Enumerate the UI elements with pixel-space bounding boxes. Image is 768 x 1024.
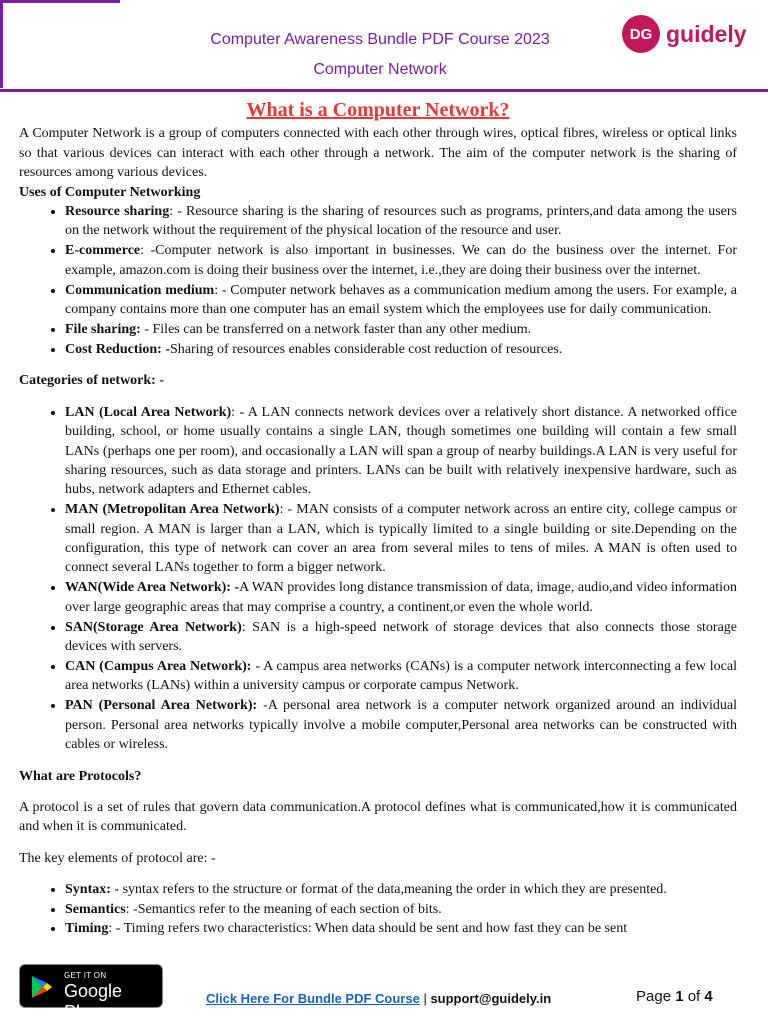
- protocol-elements-list: [19, 880, 737, 938]
- course-title: Computer Awareness Bundle PDF Course 2023: [210, 31, 550, 48]
- uses-heading: Uses of Computer Networking: [19, 184, 201, 200]
- categories-list: [19, 403, 737, 755]
- header-corner-accent: [0, 0, 3, 88]
- logo-mark-icon: DG: [622, 15, 660, 53]
- page-footer: [0, 962, 768, 1024]
- main-title: What is a Computer Network?: [246, 99, 510, 121]
- google-play-badge[interactable]: [19, 964, 163, 1022]
- list-item: • PAN (Personal Area Network): -A personal area network is a computer network organized around an individual person. Personal area networks typically involve a mobile computer,Personal area networks can be constructed with cables or wireless.: [65, 696, 737, 754]
- store-small-label: GET IT ON: [64, 971, 107, 980]
- protocol-definition: A protocol is a set of rules that govern data communication.A protocol defines what is communicated,how it is communicated and when it is communicated.: [19, 799, 737, 835]
- list-item: • Communication medium: - Computer network behaves as a communication medium among the users. For example, a company contains more than one computer has an email system which the employees use for daily communication.: [65, 281, 737, 320]
- list-item: • MAN (Metropolitan Area Network): - MAN consists of a computer network across an entire city, college campus or small region. A MAN is larger than a LAN, which is typically limited to a single building or site.Depending on the configuration, this type of network can cover an area from several miles to tens of miles. A MAN is often used to connect several LANs together to form a bigger network.: [65, 500, 737, 578]
- categories-heading: Categories of network: -: [19, 373, 165, 389]
- list-item: • CAN (Campus Area Network): - A campus area networks (CANs) is a computer network interconnecting a few local area networks (LANs) within a university campus or corporate campus Network.: [65, 657, 737, 696]
- list-item: • Syntax: - syntax refers to the structure or format of the data,meaning the order in which they are presented.: [65, 880, 737, 899]
- list-item: • Timing: - Timing refers two characteristics: When data should be sent and how fast they can be sent: [65, 919, 737, 938]
- logo-text: guidely: [666, 20, 747, 47]
- support-email[interactable]: support@guidely.in: [430, 991, 552, 1006]
- list-item: • Cost Reduction: -Sharing of resources enables considerable cost reduction of resources.: [65, 340, 737, 359]
- protocols-heading: What are Protocols?: [19, 768, 142, 784]
- page-header: [0, 0, 768, 92]
- intro-paragraph: A Computer Network is a group of computers connected with each other through wires, optical fibres, wireless or optical links so that various devices can interact with each other through a network. The aim of the computer network is the sharing of resources among various devices.: [19, 126, 737, 181]
- guidely-logo: [622, 15, 747, 53]
- list-item: • File sharing: - Files can be transferred on a network faster than any other medium.: [65, 320, 737, 339]
- list-item: • WAN(Wide Area Network): -A WAN provides long distance transmission of data, image, audio,and video information over large geographic areas that may comprise a country, a continent,or even the whole world.: [65, 578, 737, 617]
- list-item: • SAN(Storage Area Network): SAN is a high-speed network of storage devices that also connects those storage devices with servers.: [65, 618, 737, 657]
- store-big-label: Google Play: [64, 981, 123, 1022]
- list-item: • Semantics: -Semantics refer to the meaning of each section of bits.: [65, 900, 737, 919]
- google-play-icon: [29, 974, 55, 1000]
- footer-contact: [206, 991, 551, 1006]
- document-body: [19, 98, 737, 938]
- page-number: Page 1 of 4: [636, 988, 713, 1005]
- header-divider: [0, 89, 768, 92]
- uses-list: [19, 202, 737, 359]
- list-item: • E-commerce: -Computer network is also important in businesses. We can do the business over the internet. For example, amazon.com is doing their business over the internet, i.e.,they are doing their business over the internet.: [65, 241, 737, 280]
- header-corner-accent-top: [0, 0, 120, 3]
- subject-title: Computer Network: [313, 61, 447, 78]
- list-item: • Resource sharing: - Resource sharing is the sharing of resources such as programs, printers,and data among the users on the network without the requirement of the physical location of the resource and user.: [65, 202, 737, 241]
- footer-separator: |: [419, 991, 431, 1006]
- key-elements-intro: The key elements of protocol are: -: [19, 850, 216, 866]
- list-item: • LAN (Local Area Network): - A LAN connects network devices over a relatively short distance. A networked office building, school, or home usually contains a single LAN, though sometimes one building will contain a few small LANs (perhaps one per room), and occasionally a LAN will span a group of nearby buildings.A LAN is very useful for sharing resources, such as data storage and printers. LANs can be built with relatively inexpensive hardware, such as hubs, network adapters and Ethernet cables.: [65, 403, 737, 500]
- bundle-course-link[interactable]: Click Here For Bundle PDF Course: [206, 991, 420, 1006]
